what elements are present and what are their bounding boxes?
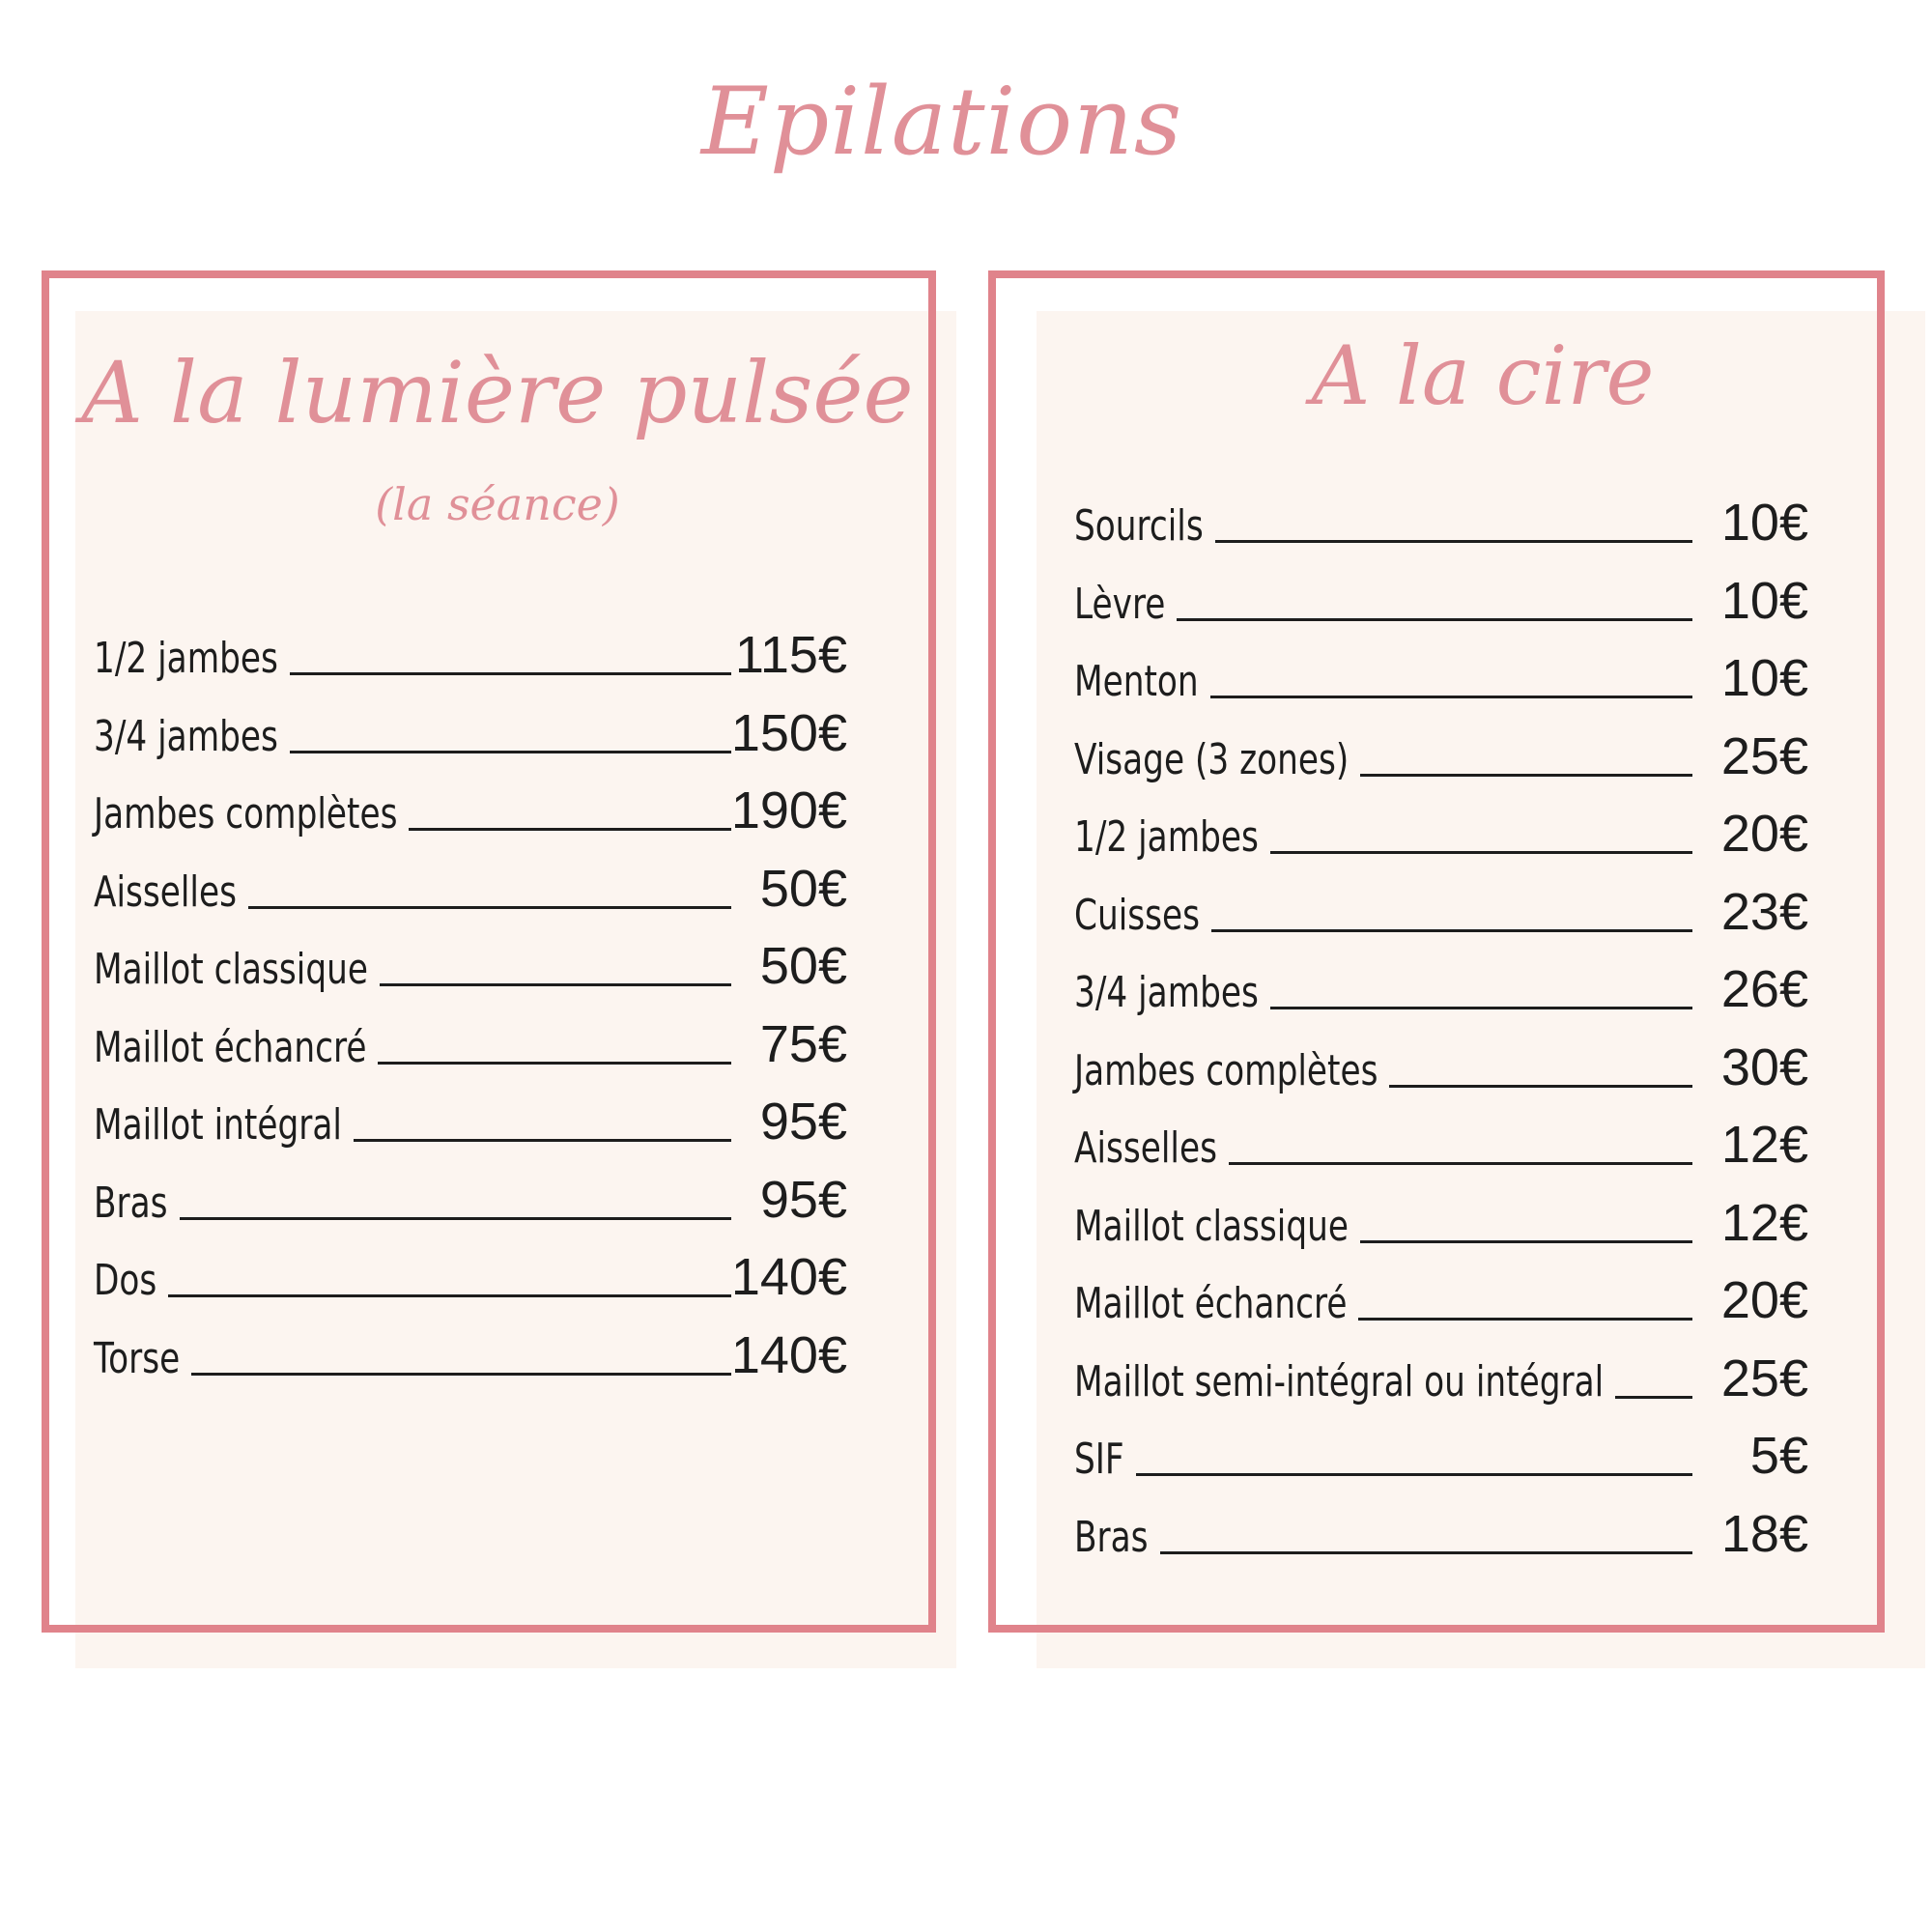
price-row [1074, 1037, 1808, 1105]
leader-line [1615, 1396, 1692, 1399]
leader-line [1270, 851, 1692, 854]
service-label: Maillot échancré [1074, 1279, 1348, 1328]
leader-line [1210, 696, 1692, 698]
price-row [94, 859, 847, 926]
price-row [94, 1014, 847, 1082]
leader-line [168, 1294, 731, 1297]
service-price: 20€ [1720, 1271, 1808, 1329]
service-label: 3/4 jambes [94, 711, 278, 761]
service-label: Jambes complètes [94, 789, 398, 838]
service-label: Maillot classique [94, 945, 369, 994]
service-label: Aisselles [94, 867, 237, 917]
price-row [94, 625, 847, 693]
price-row [1074, 804, 1808, 871]
leader-line [191, 1373, 731, 1376]
price-row [1074, 1349, 1808, 1416]
price-row [1074, 1504, 1808, 1572]
price-row [1074, 571, 1808, 639]
price-row [1074, 1115, 1808, 1182]
service-price: 140€ [730, 1325, 847, 1384]
service-label: Menton [1074, 657, 1199, 706]
leader-line [1177, 618, 1692, 621]
service-label: 1/2 jambes [94, 634, 278, 683]
leader-line [180, 1217, 731, 1220]
service-label: SIF [1074, 1435, 1124, 1484]
price-row [1074, 1426, 1808, 1493]
leader-line [1360, 774, 1692, 777]
leader-line [248, 906, 731, 909]
price-row [94, 1325, 847, 1393]
price-row [1074, 493, 1808, 560]
left-panel-title: A la lumière pulsée [81, 343, 914, 442]
price-row [94, 703, 847, 771]
service-price: 75€ [759, 1014, 847, 1073]
service-label: Aisselles [1074, 1123, 1217, 1173]
page-title: Epilations [700, 68, 1183, 176]
leader-line [290, 672, 731, 675]
service-price: 150€ [730, 703, 847, 762]
service-label: Jambes complètes [1074, 1045, 1378, 1095]
service-label: Visage (3 zones) [1074, 734, 1350, 784]
service-price: 95€ [759, 1093, 847, 1151]
price-row [94, 1170, 847, 1237]
service-price: 10€ [1720, 571, 1808, 630]
price-row [1074, 648, 1808, 716]
service-label: Maillot échancré [94, 1022, 367, 1072]
service-price: 12€ [1720, 1193, 1808, 1252]
service-price: 50€ [759, 859, 847, 918]
service-price: 25€ [1720, 1349, 1808, 1407]
service-label: Cuisses [1074, 890, 1201, 940]
leader-line [1360, 1240, 1692, 1243]
service-price: 10€ [1720, 649, 1808, 707]
service-price: 190€ [730, 781, 847, 839]
service-price: 30€ [1720, 1037, 1808, 1096]
service-label: Bras [1074, 1512, 1149, 1562]
service-label: Lèvre [1074, 579, 1166, 629]
leader-line [378, 1062, 731, 1065]
service-price: 50€ [759, 937, 847, 995]
price-row [94, 1247, 847, 1315]
service-price: 95€ [759, 1170, 847, 1229]
price-row [1074, 959, 1808, 1027]
service-label: 1/2 jambes [1074, 812, 1259, 862]
service-price: 26€ [1720, 960, 1808, 1018]
service-price: 25€ [1720, 726, 1808, 785]
leader-line [1358, 1318, 1692, 1321]
service-price: 10€ [1720, 494, 1808, 552]
service-price: 5€ [1749, 1427, 1808, 1485]
leader-line [1160, 1551, 1692, 1554]
price-row [94, 781, 847, 848]
leader-line [380, 983, 731, 986]
leader-line [409, 828, 731, 831]
leader-line [1270, 1007, 1692, 1009]
price-row [1074, 882, 1808, 950]
price-row [1074, 1270, 1808, 1338]
left-panel-subtitle: (la séance) [375, 478, 620, 530]
service-price: 20€ [1720, 805, 1808, 863]
leader-line [290, 751, 731, 753]
leader-line [1136, 1473, 1692, 1476]
service-price: 12€ [1720, 1116, 1808, 1174]
service-label: Dos [94, 1256, 157, 1305]
service-label: Bras [94, 1178, 168, 1228]
leader-line [1215, 540, 1692, 543]
service-label: Maillot classique [1074, 1201, 1350, 1251]
service-label: 3/4 jambes [1074, 968, 1259, 1017]
leader-line [1229, 1162, 1692, 1165]
leader-line [1389, 1085, 1692, 1088]
service-price: 115€ [734, 626, 847, 684]
service-price: 18€ [1720, 1504, 1808, 1563]
price-row [94, 1092, 847, 1159]
service-price: 140€ [730, 1248, 847, 1306]
leader-line [354, 1139, 731, 1142]
right-panel-title: A la cire [1311, 328, 1655, 423]
service-label: Maillot intégral [94, 1100, 342, 1150]
price-row [94, 936, 847, 1004]
leader-line [1211, 929, 1692, 932]
price-row [1074, 726, 1808, 794]
service-label: Maillot semi-intégral ou intégral [1074, 1356, 1605, 1406]
service-label: Sourcils [1074, 501, 1204, 551]
price-row [1074, 1193, 1808, 1261]
service-label: Torse [94, 1333, 181, 1383]
service-price: 23€ [1720, 882, 1808, 941]
